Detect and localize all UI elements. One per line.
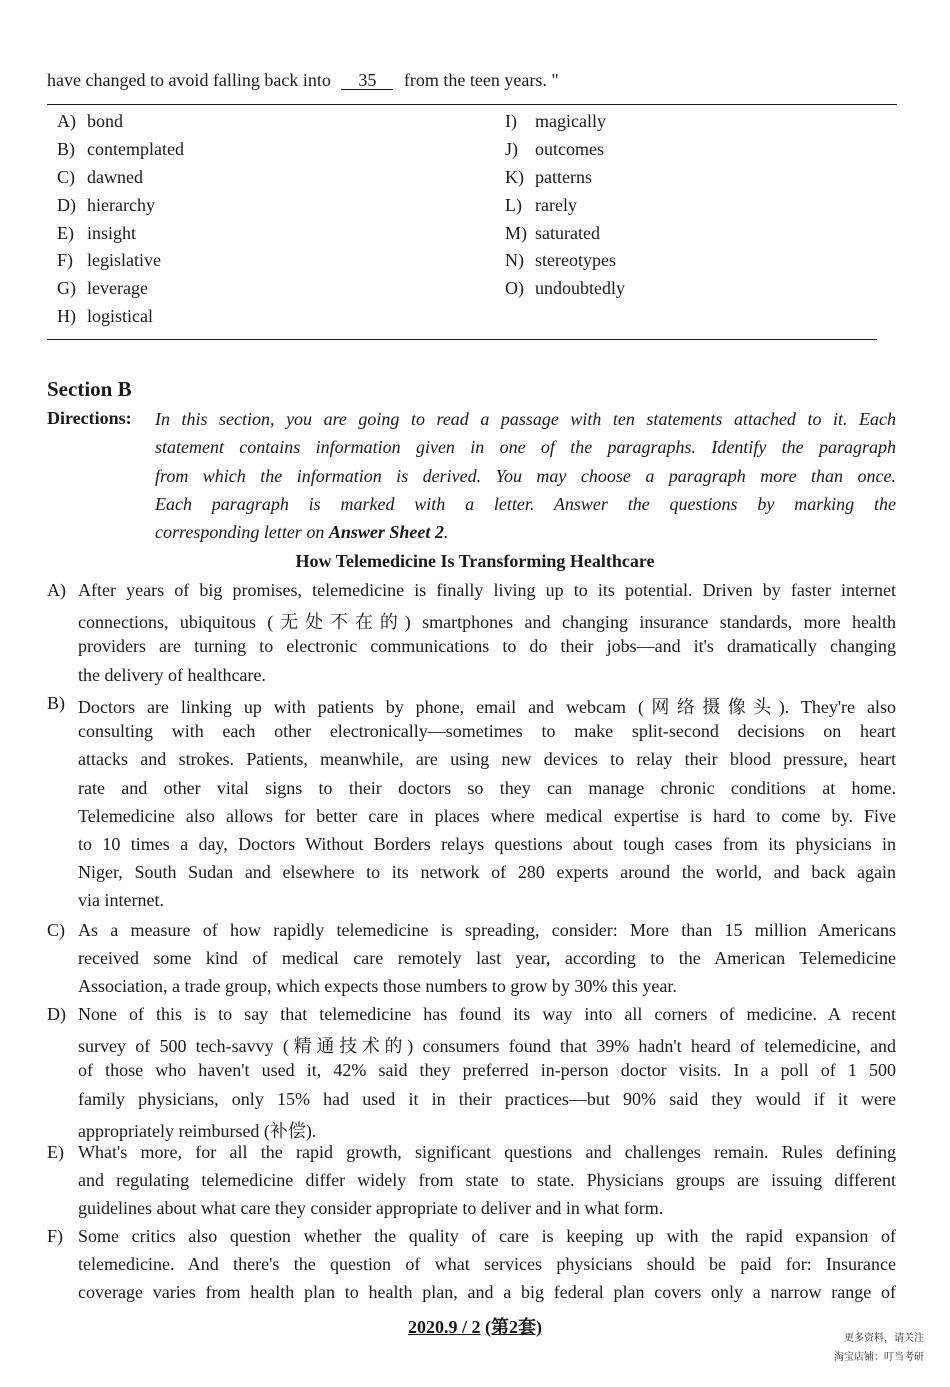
paragraph-line: and regulating telemedicine differ widely from state to state. Physicians groups are issuing different <box>78 1170 896 1191</box>
paragraph-line: telemedicine. And there's the question of what services physicians should be paid for: Insurance <box>78 1254 896 1275</box>
paragraph-line: attacks and strokes. Patients, meanwhile, are using new devices to relay their blood pressure, heart <box>78 749 896 770</box>
option-n: N) stereotypes <box>505 250 616 270</box>
watermark-line-2: 淘宝店铺：叮当考研 <box>834 1352 924 1363</box>
paragraph-line: guidelines about what care they consider appropriate to deliver and in what form. <box>78 1198 664 1219</box>
paragraph-line: of those who haven't used it, 42% said they preferred in-person doctor visits. In a poll of 1 500 <box>78 1060 896 1081</box>
option-o: O) undoubtedly <box>505 278 625 298</box>
paragraph-letter: F) <box>47 1226 64 1246</box>
option-a: A) bond <box>57 111 123 131</box>
paragraph-line: appropriately reimbursed (补偿). <box>78 1120 317 1141</box>
paragraph-line: the delivery of healthcare. <box>78 664 266 685</box>
paragraph-line: family physicians, only 15% had used it in their practices—but 90% said they would if it were <box>78 1088 896 1109</box>
paragraph-line: survey of 500 tech-savvy (精通技术的) consumers found that 39% hadn't heard of telemedicine, and <box>78 1036 896 1057</box>
option-i: I) magically <box>505 111 606 131</box>
top-sentence <box>47 70 559 91</box>
paragraph-line: Doctors are linking up with patients by phone, email and webcam (网络摄像头). They're also <box>78 697 896 717</box>
page-footer: 2020.9 / 2 (第2套) <box>407 1317 542 1337</box>
passage-title: How Telemedicine Is Transforming Healthcare <box>295 551 655 571</box>
option-m: M) saturated <box>505 223 600 243</box>
option-l: L) rarely <box>505 195 577 215</box>
paragraph-line: via internet. <box>78 890 164 911</box>
watermark-line-1: 更多资料，请关注 <box>844 1333 924 1344</box>
paragraph-line: As a measure of how rapidly telemedicine is spreading, consider: More than 15 million Americans <box>78 920 896 940</box>
paragraph-line: coverage varies from health plan to health plan, and a big federal plan covers only a narrow range of <box>78 1282 896 1303</box>
paragraph-line: connections, ubiquitous (无处不在的) smartphones and changing insurance standards, more health <box>78 612 896 633</box>
footer-set: (第2套) <box>485 1317 542 1337</box>
paragraph-letter: D) <box>47 1004 66 1024</box>
divider-bottom <box>47 339 877 340</box>
section-title: Section B <box>47 377 132 401</box>
paragraph-line: to 10 times a day, Doctors Without Borders relays questions about tough cases from its physicians in <box>78 834 896 854</box>
paragraph-line: None of this is to say that telemedicine has found its way into all corners of medicine. A recent <box>78 1004 896 1024</box>
paragraph-line: What's more, for all the rapid growth, significant questions and challenges remain. Rules defining <box>78 1142 896 1162</box>
paragraph-line: Association, a trade group, which expects those numbers to grow by 30% this year. <box>78 976 677 997</box>
option-d: D) hierarchy <box>57 195 155 215</box>
answer-sheet-ref: Answer Sheet 2 <box>328 522 444 542</box>
directions-line: from which the information is derived. You may choose a paragraph more than once. <box>155 466 896 486</box>
footer-page: 2 <box>471 1317 481 1337</box>
paragraph-line: providers are turning to electronic communications to do their jobs—and it's dramatically changing <box>78 636 896 657</box>
footer-date: 2020.9 <box>407 1317 458 1337</box>
paragraph-line: Niger, South Sudan and elsewhere to its network of 280 experts around the world, and back again <box>78 862 896 883</box>
directions-label: Directions: <box>47 408 132 428</box>
option-c: C) dawned <box>57 167 143 187</box>
option-h: H) logistical <box>57 306 153 326</box>
option-k: K) patterns <box>505 167 592 187</box>
divider-top <box>47 104 897 105</box>
directions-line-last: corresponding letter on Answer Sheet 2. <box>155 522 449 542</box>
option-f: F) legislative <box>57 250 161 270</box>
option-g: G) leverage <box>57 278 148 298</box>
paragraph-line: Telemedicine also allows for better care in places where medical expertise is hard to come by. Five <box>78 805 896 826</box>
paragraph-line: Some critics also question whether the quality of care is keeping up with the rapid expansion of <box>78 1226 896 1246</box>
paragraph-line: received some kind of medical care remotely last year, according to the American Telemedicine <box>78 948 896 969</box>
paragraph-line: rate and other vital signs to their doctors so they can manage chronic conditions at home. <box>78 777 896 798</box>
paragraph-letter: E) <box>47 1142 64 1162</box>
top-sentence-suffix: from the teen years. " <box>403 70 559 90</box>
directions-line: In this section, you are going to read a passage with ten statements attached to it. Each <box>155 409 896 429</box>
directions-line: Each paragraph is marked with a letter. Answer the questions by marking the <box>155 494 896 514</box>
option-e: E) insight <box>57 223 137 243</box>
paragraph-letter: A) <box>47 580 66 600</box>
paragraph-letter: B) <box>47 693 65 713</box>
paragraph-line: consulting with each other electronically—sometimes to make split-second decisions on heart <box>78 721 896 742</box>
blank-35: 35 <box>341 71 393 90</box>
paragraph-letter: C) <box>47 920 65 940</box>
directions-line: statement contains information given in one of the paragraphs. Identify the paragraph <box>155 437 896 457</box>
option-b: B) contemplated <box>57 139 184 159</box>
top-sentence-prefix: have changed to avoid falling back into <box>47 70 331 90</box>
option-j: J) outcomes <box>505 139 604 159</box>
paragraph-line: After years of big promises, telemedicine is finally living up to its potential. Driven by faster internet <box>78 580 896 600</box>
